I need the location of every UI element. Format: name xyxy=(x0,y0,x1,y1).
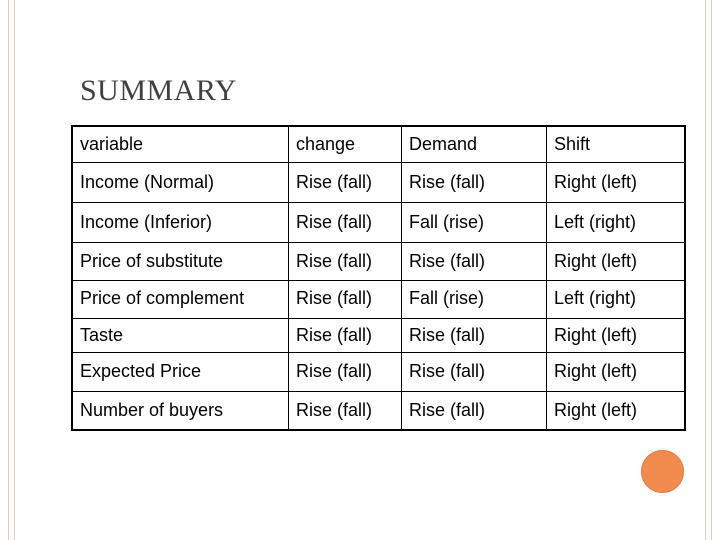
table-header-row xyxy=(72,126,685,162)
table-cell: Rise (fall) xyxy=(289,352,402,391)
table-row xyxy=(72,242,685,280)
table-cell: Left (right) xyxy=(547,280,686,318)
header-demand: Demand xyxy=(402,126,547,162)
decorative-circle xyxy=(641,450,684,493)
header-variable: variable xyxy=(72,126,289,162)
summary-table xyxy=(71,125,686,431)
table-cell: Expected Price xyxy=(72,352,289,391)
header-change: change xyxy=(289,126,402,162)
table-cell: Right (left) xyxy=(547,162,686,202)
table-cell: Rise (fall) xyxy=(402,162,547,202)
table-cell: Rise (fall) xyxy=(289,242,402,280)
table-cell: Rise (fall) xyxy=(402,318,547,352)
table-cell: Fall (rise) xyxy=(402,280,547,318)
table-cell: Left (right) xyxy=(547,202,686,242)
table-cell: Price of substitute xyxy=(72,242,289,280)
table-cell: Income (Inferior) xyxy=(72,202,289,242)
table-row xyxy=(72,352,685,391)
table-cell: Right (left) xyxy=(547,318,686,352)
table-cell: Rise (fall) xyxy=(402,242,547,280)
table-row xyxy=(72,318,685,352)
table-row xyxy=(72,391,685,430)
slide-title: SUMMARY xyxy=(80,74,237,107)
table-cell: Fall (rise) xyxy=(402,202,547,242)
table-cell: Right (left) xyxy=(547,391,686,430)
table-cell: Taste xyxy=(72,318,289,352)
table-cell: Price of complement xyxy=(72,280,289,318)
table-cell: Right (left) xyxy=(547,352,686,391)
table-cell: Right (left) xyxy=(547,242,686,280)
table-row xyxy=(72,162,685,202)
table-cell: Rise (fall) xyxy=(289,202,402,242)
table-cell: Rise (fall) xyxy=(289,318,402,352)
table-cell: Income (Normal) xyxy=(72,162,289,202)
table-cell: Rise (fall) xyxy=(289,391,402,430)
table-cell: Rise (fall) xyxy=(289,280,402,318)
table-cell: Rise (fall) xyxy=(289,162,402,202)
table-cell: Rise (fall) xyxy=(402,391,547,430)
header-shift: Shift xyxy=(547,126,686,162)
table-row xyxy=(72,202,685,242)
table-cell: Number of buyers xyxy=(72,391,289,430)
table-cell: Rise (fall) xyxy=(402,352,547,391)
table-row xyxy=(72,280,685,318)
